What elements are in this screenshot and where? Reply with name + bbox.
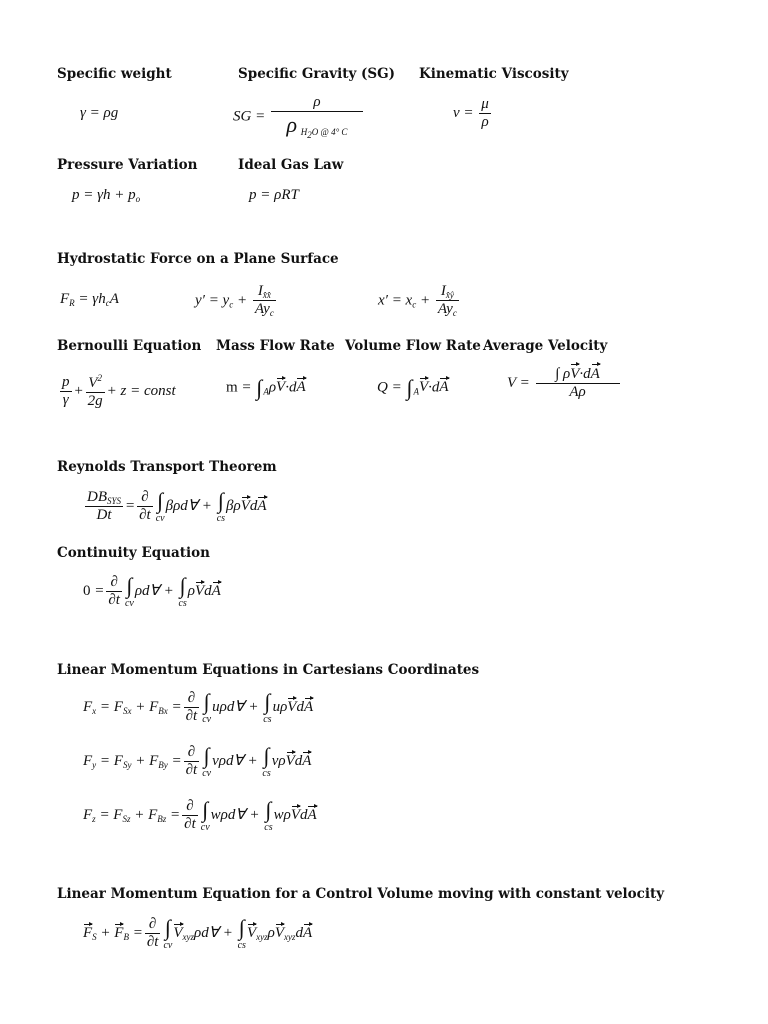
heading-reynolds: Reynolds Transport Theorem bbox=[57, 459, 277, 475]
heading-bernoulli: Bernoulli Equation bbox=[57, 338, 202, 354]
eq-momentum-z: $F_z = F_{Sz} + F_{Bz}$ = $\frac{\partial}{\partial t}$ ∫ cv wρd∀ + ∫ cs wρVdA bbox=[83, 796, 317, 833]
heading-specific-weight: Specific weight bbox=[57, 66, 172, 82]
eq-center-of-pressure-y: $y' = y_c$ + $\frac{I_{x̂x̂}}{Ay_c}$ bbox=[195, 283, 274, 319]
eq-ideal-gas-law: p = ρRT bbox=[249, 187, 299, 203]
eq-hydrostatic-force: $F_R = \gamma h_cA$ bbox=[60, 291, 119, 308]
heading-continuity: Continuity Equation bbox=[57, 545, 210, 561]
eq-kinematic-viscosity: ν = $\frac{\mu}{\rho}$ bbox=[453, 96, 489, 131]
eq-pressure-variation: $p = \gamma h + p_o$ bbox=[72, 187, 141, 204]
eq-volume-flow-rate: Q = ∫ $_A$V·dA bbox=[377, 375, 449, 400]
eq-center-of-pressure-x: $x' = x_c$ + $\frac{I_{x̂ŷ}}{Ay_c}$ bbox=[378, 283, 457, 319]
heading-mass-flow-rate: Mass Flow Rate bbox=[216, 338, 335, 354]
eq-continuity: 0 = $\frac{\partial}{\partial t}$ ∫ cv ρd∀ + ∫ cs ρVdA bbox=[83, 572, 221, 609]
heading-pressure-variation: Pressure Variation bbox=[57, 157, 198, 173]
eq-specific-gravity: SG = $\frac{\rho}{\rho _{H_2O @ 4^\circ C}}$ bbox=[233, 94, 365, 141]
heading-average-velocity: Average Velocity bbox=[483, 338, 608, 354]
heading-volume-flow-rate: Volume Flow Rate bbox=[345, 338, 481, 354]
eq-specific-weight: γ = ρg bbox=[80, 105, 119, 121]
heading-linear-momentum-cartesian: Linear Momentum Equations in Cartesians Coordinates bbox=[57, 662, 480, 678]
eq-momentum-y: $F_y = F_{Sy} + F_{By}$ = $\frac{\partial}{\partial t}$ ∫ cv vρd∀ + ∫ cs vρVdA bbox=[83, 742, 312, 779]
heading-hydrostatic-force: Hydrostatic Force on a Plane Surface bbox=[57, 251, 339, 267]
heading-kinematic-viscosity: Kinematic Viscosity bbox=[419, 66, 569, 82]
heading-ideal-gas-law: Ideal Gas Law bbox=[238, 157, 344, 173]
eq-average-velocity: V = $\frac{\int \rho V\cdot dA}{A\rho}$ bbox=[507, 366, 622, 402]
heading-specific-gravity: Specific Gravity (SG) bbox=[238, 66, 396, 82]
eq-momentum-control-volume: $F_S + F_B$ = $\frac{\partial}{\partial t}$ ∫ cv $V_{xyz}\rho d\forall$ + ∫ cs $V_{xyz}\rho V_{xyz}dA$ bbox=[83, 914, 313, 951]
eq-momentum-x: $F_x = F_{Sx} + F_{Bx}$ = $\frac{\partial}{\partial t}$ ∫ cv uρd∀ + ∫ cs uρVdA bbox=[83, 688, 314, 725]
heading-linear-momentum-cv: Linear Momentum Equation for a Control Volume moving with constant velocity bbox=[57, 886, 665, 902]
eq-bernoulli: $\frac{p}{\gamma}$ + $\frac{V^2}{2g}$ + z = const bbox=[62, 373, 176, 410]
eq-reynolds: $\frac{DB_{SYS}}{Dt}$ = $\frac{\partial}{\partial t}$ ∫ cv βρd∀ + ∫ cs βρVdA bbox=[87, 487, 267, 524]
eq-mass-flow-rate: m = ∫ $_A$ρV·dA bbox=[226, 375, 306, 400]
